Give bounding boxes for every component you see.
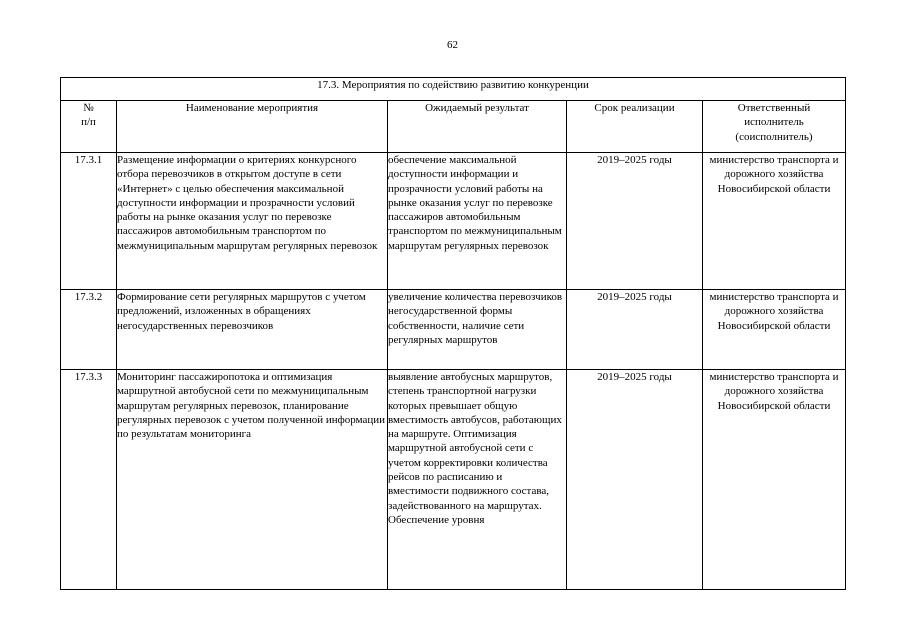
row-term: 2019–2025 годы (567, 153, 703, 290)
table-row (61, 370, 846, 590)
row-name: Мониторинг пассажиропотока и оптимизация маршрутной автобусной сети по межмуниципальным маршрутам регулярных перевозок, планирование регулярных перевозок с учетом полученной информации по результатам мониторинга (117, 370, 388, 590)
row-responsible: министерство транспорта и дорожного хозяйства Новосибирской области (703, 290, 846, 370)
row-name: Размещение информации о критериях конкурсного отбора перевозчиков в открытом доступе в сети «Интернет» с целью обеспечения максимальной доступности информации и прозрачности условий работы на рынке оказания услуг по перевозке пассажиров автомобильным транспортом по межмуниципальным маршрутам регулярных перевозок (117, 153, 388, 290)
table-row (61, 290, 846, 370)
header-name (117, 101, 388, 153)
row-num: 17.3.3 (61, 370, 117, 590)
header-responsible-label: Ответственный исполнитель (соисполнитель) (735, 102, 813, 143)
section-title-row (61, 78, 846, 101)
header-result (388, 101, 567, 153)
header-term (567, 101, 703, 153)
row-result: увеличение количества перевозчиков негосударственной формы собственности, наличие сети регулярных маршрутов (388, 290, 567, 370)
header-result-label: Ожидаемый результат (425, 102, 529, 114)
header-num-label: № п/п (81, 102, 96, 129)
header-num (61, 101, 117, 153)
row-result: обеспечение максимальной доступности информации и прозрачности условий работы на рынке оказания услуг по перевозке пассажиров автомобильным транспортом по межмуниципальным маршрутам регулярных перевозок (388, 153, 567, 290)
table-row (61, 153, 846, 290)
header-row (61, 101, 846, 153)
row-result: выявление автобусных маршрутов, степень транспортной нагрузки которых превышает общую вместимость автобусов, работающих на маршруте. Оптимизация маршрутной автобусной сети с учетом корректировки количества рейсов по расписанию и вместимости подвижного состава, задействованного на маршрутах. Обеспечение уровня (388, 370, 567, 590)
header-term-label: Срок реализации (594, 102, 675, 114)
row-term: 2019–2025 годы (567, 290, 703, 370)
row-name: Формирование сети регулярных маршрутов с учетом предложений, изложенных в обращениях негосударственных перевозчиков (117, 290, 388, 370)
header-name-label: Наименование мероприятия (185, 102, 319, 114)
row-responsible: министерство транспорта и дорожного хозяйства Новосибирской области (703, 153, 846, 290)
row-term: 2019–2025 годы (567, 370, 703, 590)
row-responsible: министерство транспорта и дорожного хозяйства Новосибирской области (703, 370, 846, 590)
row-num: 17.3.2 (61, 290, 117, 370)
header-responsible (703, 101, 846, 153)
row-num: 17.3.1 (61, 153, 117, 290)
page-number: 62 (447, 39, 458, 51)
measures-table (60, 77, 846, 590)
section-title: 17.3. Мероприятия по содействию развитию конкуренции (61, 78, 846, 101)
